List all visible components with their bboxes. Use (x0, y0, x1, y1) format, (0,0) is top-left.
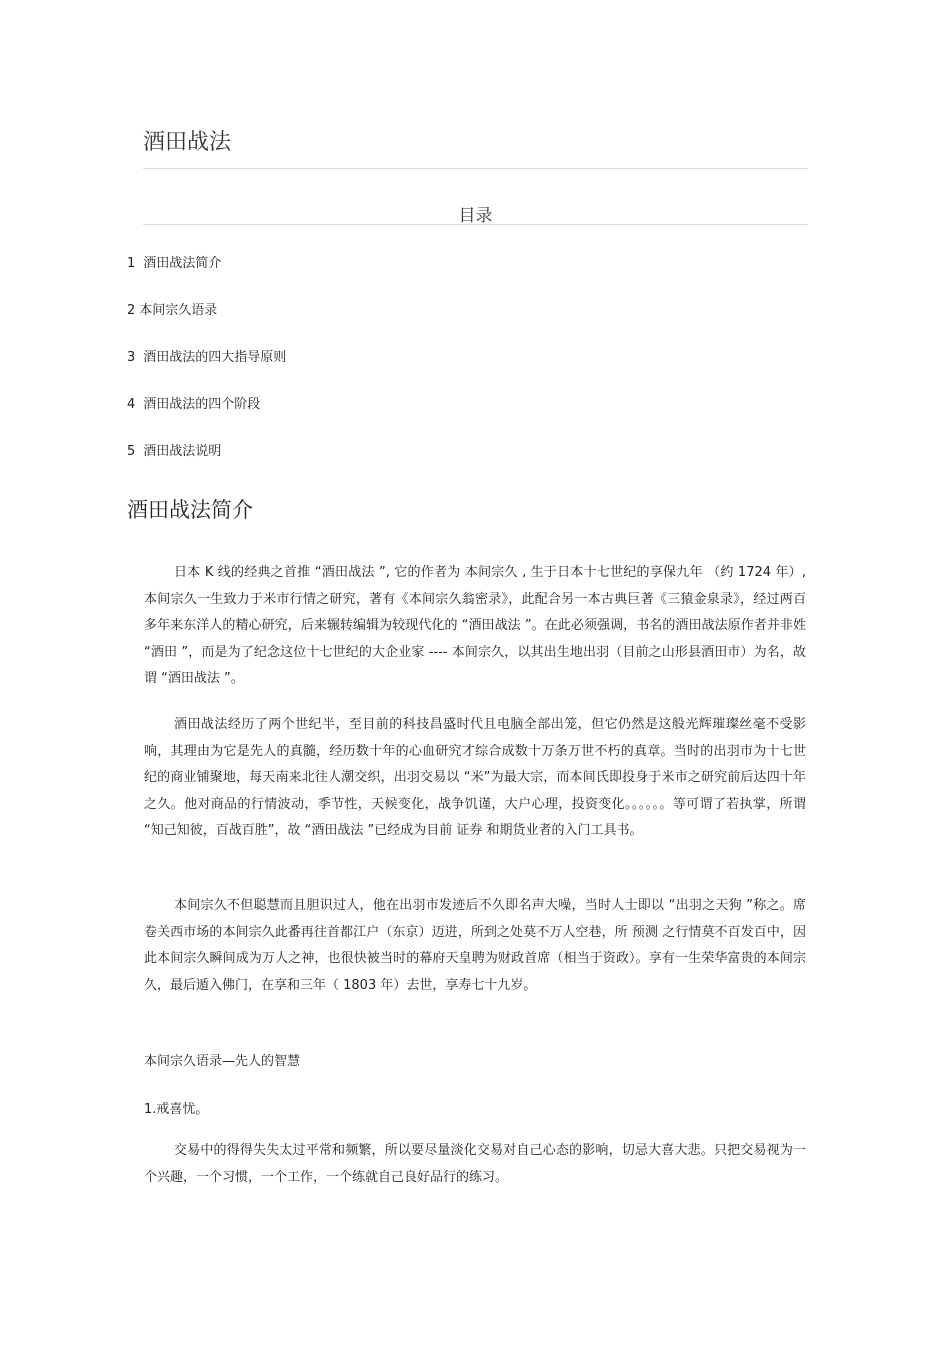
toc-item-label: 酒田战法的四个阶段 (143, 397, 261, 412)
toc-divider (143, 224, 808, 225)
toc-item[interactable] (127, 393, 260, 412)
toc-item-number: 5 (127, 444, 136, 459)
body-paragraph: 日本 K 线的经典之首推 “酒田战法 ”, 它的作者为 本间宗久 , 生于日本十七世纪的享保九年 （约 1724 年）, 本间宗久一生致力于米市行情之研究，著有《本间宗久翁密录》，此配合另一本古典巨著《三猿金泉录》，经过两百多年来东洋人的精心研究，后来辗转编辑为较现代化的 “酒田战法 ”。在此必须强调，书名的酒田战法原作者并非姓 “酒田 ”，而是为了纪念这位十七世纪的大企业家 ---- 本间宗久，以其出生地出羽（目前之山形县酒田市）为名，故谓 “酒田战法 ”。 (144, 565, 806, 687)
body-paragraph: 酒田战法经历了两个世纪半，至目前的科技昌盛时代且电脑全部出笼，但它仍然是这般光辉璀璨丝毫不受影响，其理由为它是先人的真髓，经历数十年的心血研究才综合成数十万条万世不朽的真章。当时的出羽市为十七世纪的商业铺聚地，每天南来北往人潮交织，出羽交易以 “米”为最大宗，而本间氏即投身于米市之研究前后达四十年之久。他对商品的行情波动，季节性，天候变化，战争饥谨，大户心理，投资变化。。。。。。等可谓了若执掌，所谓 “知己知彼，百战百胜”，故 “酒田战法 ”已经成为目前 证券 和期货业者的入门工具书。 (144, 717, 806, 839)
body-paragraph: 本间宗久不但聪慧而且胆识过人，他在出羽市发迹后不久即名声大噪，当时人士即以 “出羽之天狗 ”称之。席卷关西市场的本间宗久此番再往首都江户（东京）迈进，所到之处莫不万人空巷，所 预测 之行情莫不百发百中，因此本间宗久瞬间成为万人之神，也很快被当时的幕府天皇聘为财政首席（相当于资政）。享有一生荣华富贵的本间宗久，最后遁入佛门，在享和三年（ 1803 年）去世，享寿七十九岁。 (144, 898, 806, 993)
rule-heading: 1.戒喜忧。 (144, 1102, 209, 1117)
toc-item[interactable] (127, 252, 221, 271)
toc-item-label: 酒田战法说明 (143, 444, 222, 459)
toc-item-number: 1 (127, 256, 136, 271)
toc-heading: 目录 (458, 206, 493, 226)
quote-heading: 本间宗久语录—先人的智慧 (144, 1054, 301, 1069)
toc-item[interactable] (127, 299, 217, 318)
toc-item-number: 3 (127, 350, 136, 365)
body-paragraph: 交易中的得得失失太过平常和频繁，所以要尽量淡化交易对自己心态的影响，切忌大喜大悲。只把交易视为一个兴趣，一个习惯，一个工作，一个练就自己良好品行的练习。 (144, 1143, 806, 1185)
toc-item-label: 酒田战法的四大指导原则 (143, 350, 287, 365)
title-divider (143, 168, 808, 169)
toc-item-number: 2 (127, 303, 136, 318)
toc-item[interactable] (127, 346, 286, 365)
section-title: 酒田战法简介 (127, 498, 253, 522)
toc-item[interactable] (127, 440, 221, 459)
toc-item-label: 本间宗久语录 (139, 303, 218, 318)
toc-item-number: 4 (127, 397, 136, 412)
toc-item-label: 酒田战法简介 (143, 256, 222, 271)
document-title: 酒田战法 (143, 130, 232, 155)
